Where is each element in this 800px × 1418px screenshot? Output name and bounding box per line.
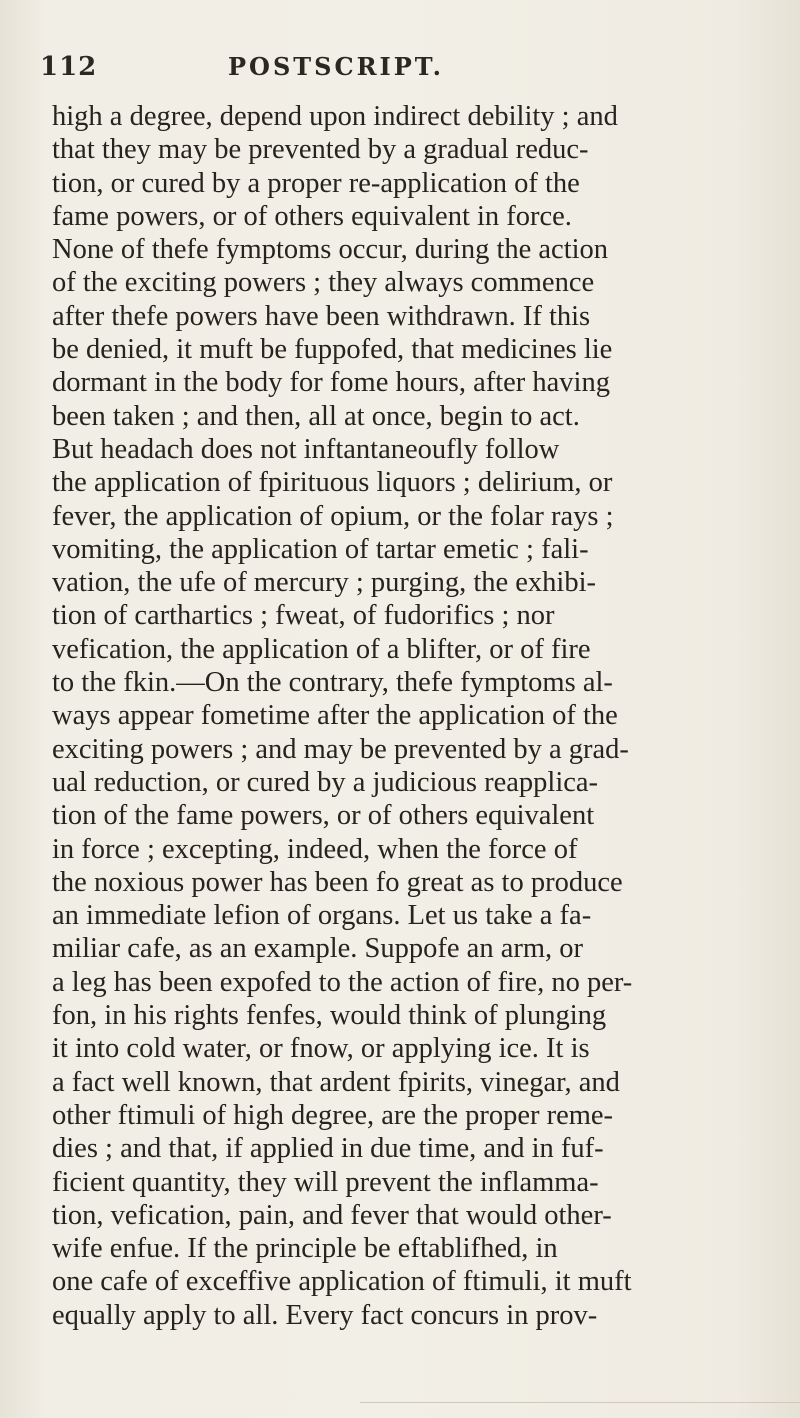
text-line: tion, vefication, pain, and fever that would other- (52, 1199, 612, 1231)
text-line: an immediate lefion of organs. Let us take a fa- (52, 900, 592, 932)
text-line: equally apply to all. Every fact concurs in prov- (52, 1299, 598, 1331)
text-line: None of thefe fymptoms occur, during the action (52, 234, 609, 266)
text-line: dormant in the body for fome hours, after having (52, 367, 610, 399)
text-line: fame powers, or of others equivalent in force. (52, 200, 572, 232)
text-line: high a degree, depend upon indirect debility ; and (52, 101, 618, 132)
text-line: fever, the application of opium, or the folar rays ; (52, 500, 614, 532)
text-line: a fact well known, that ardent fpirits, vinegar, and (52, 1066, 620, 1098)
text-line: after thefe powers have been withdrawn. If this (52, 300, 591, 332)
text-line: ways appear fometime after the application of the (52, 700, 618, 732)
text-line: been taken ; and then, all at once, begin to act. (52, 400, 580, 432)
text-line: fon, in his rights fenfes, would think of plunging (52, 1000, 607, 1032)
text-line: of the exciting powers ; they always commence (52, 267, 595, 299)
text-line: tion of carthartics ; fweat, of fudorifics ; nor (52, 600, 555, 632)
text-line: in force ; excepting, indeed, when the force of (52, 833, 578, 865)
text-line: But headach does not inftantaneoufly follow (52, 433, 560, 465)
text-line: the application of fpirituous liquors ; delirium, or (52, 467, 613, 499)
text-line: ual reduction, or cured by a judicious reapplica- (52, 766, 599, 798)
text-line: one cafe of exceffive application of ftimuli, it muft (52, 1266, 632, 1298)
bottom-edge-rule (360, 1402, 800, 1403)
text-line: miliar cafe, as an example. Suppofe an arm, or (52, 933, 583, 965)
text-line: tion of the fame powers, or of others equivalent (52, 800, 595, 832)
text-line: other ftimuli of high degree, are the proper reme- (52, 1099, 614, 1131)
body-text (52, 100, 792, 1332)
page-header (40, 52, 560, 96)
text-line: to the fkin.—On the contrary, thefe fymptoms al- (52, 667, 613, 699)
text-line: wife enfue. If the principle be eftablifhed, in (52, 1233, 558, 1265)
text-line: ficient quantity, they will prevent the inflamma- (52, 1166, 599, 1198)
running-head: POSTSCRIPT. (228, 52, 444, 81)
text-line: vefication, the application of a blifter, or of fire (52, 633, 591, 665)
text-line: it into cold water, or fnow, or applying ice. It is (52, 1033, 590, 1065)
text-line: dies ; and that, if applied in due time, and in fuf- (52, 1133, 604, 1165)
text-line: be denied, it muft be fuppofed, that medicines lie (52, 334, 613, 366)
text-line: the noxious power has been fo great as to produce (52, 866, 623, 898)
text-line: that they may be prevented by a gradual reduc- (52, 134, 589, 166)
text-line: exciting powers ; and may be prevented by a grad- (52, 733, 629, 765)
text-line: vomiting, the application of tartar emetic ; fali- (52, 533, 589, 565)
text-line: vation, the ufe of mercury ; purging, the exhibi- (52, 567, 596, 599)
text-line: a leg has been expofed to the action of fire, no per- (52, 966, 633, 998)
text-line: tion, or cured by a proper re-application of the (52, 167, 580, 199)
page-number: 112 (40, 52, 98, 82)
